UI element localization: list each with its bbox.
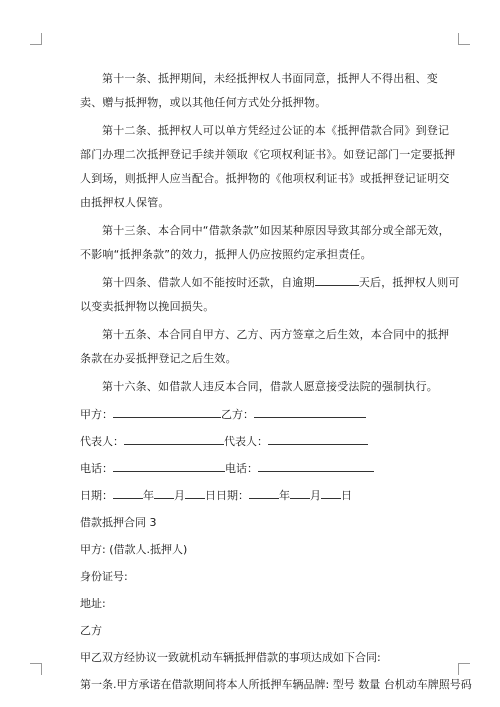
signature-party-row: [80, 403, 460, 426]
contract-3-intro: 甲乙双方经协议一致就机动车辆抵押借款的事项达成如下合同:: [80, 651, 381, 664]
contract-3-article-1: 第一条.甲方承诺在借款期间将本人所抵押车辆品牌: 型号 数量 台机动车牌照号码: [80, 678, 472, 691]
contract-3-id-number: 身份证号:: [80, 570, 128, 583]
article-14-text-after: 天后，抵押权人则可以变卖抵押物以挽回损失。: [80, 276, 460, 313]
date-a-day-blank: [185, 487, 205, 499]
phone-b-blank: [258, 460, 374, 472]
contract-3-address: 地址:: [80, 597, 106, 610]
rep-b-blank: [268, 433, 368, 445]
party-b-label: 乙方：: [221, 408, 254, 421]
rep-b-label: 代表人：: [224, 435, 268, 448]
date-a-year-label: 年: [143, 489, 154, 502]
party-b-blank: [254, 406, 366, 418]
contract-3-party-b: 乙方: [80, 624, 102, 637]
signature-phone-row: [80, 457, 460, 480]
date-a-year-blank: [113, 487, 143, 499]
date-a-month-label: 月: [174, 489, 185, 502]
date-b-month-blank: [290, 487, 310, 499]
party-a-label: 甲方：: [80, 408, 113, 421]
article-11: 第十一条、抵押期间，未经抵押权人书面同意，抵押人不得出租、变卖、赠与抵押物，或以其他任何方式处分抵押物。: [80, 72, 438, 109]
date-a-month-blank: [154, 487, 174, 499]
date-b-day-blank: [321, 487, 341, 499]
article-15: 第十五条、本合同自甲方、乙方、丙方签章之后生效，本合同中的抵押条款在办妥抵押登记之后生效。: [80, 328, 450, 365]
signature-date-row: [80, 484, 460, 507]
crop-mark-bottom-left: [30, 663, 42, 675]
date-b-day-label: 日: [341, 489, 352, 502]
phone-a-label: 电话：: [80, 462, 113, 475]
article-16: 第十六条、如借款人违反本合同，借款人愿意接受法院的强制执行。: [102, 380, 438, 393]
contract-3-title: 借款抵押合同 3: [80, 516, 157, 529]
rep-a-label: 代表人：: [80, 435, 124, 448]
date-a-label: 日期：: [80, 489, 113, 502]
article-14: [80, 271, 460, 319]
crop-mark-top-left: [30, 33, 42, 45]
phone-a-blank: [113, 460, 225, 472]
rep-a-blank: [124, 433, 224, 445]
signature-representative-row: [80, 430, 460, 453]
date-b-year-label: 年: [279, 489, 290, 502]
article-12: 第十二条、抵押权人可以单方凭经过公证的本《抵押借款合同》到登记部门办理二次抵押登记手续并领取《它项权利证书》。如登记部门一定要抵押人到场，则抵押人应当配合。抵押物的《他项权利证书》或抵押登记证明交由抵押权人保管。: [80, 124, 456, 209]
date-b-month-label: 月: [310, 489, 321, 502]
party-a-blank: [113, 406, 221, 418]
contract-3-party-a: 甲方: (借款人.抵押人): [80, 543, 188, 556]
date-a-day-and-date-b-label: 日日期：: [205, 489, 249, 502]
article-14-text-before: 第十四条、借款人如不能按时还款，自逾期: [102, 276, 315, 289]
article-13: 第十三条、本合同中“借款条款”如因某种原因导致其部分或全部无效，不影响“抵押条款”的效力，抵押人仍应按照约定承担责任。: [80, 224, 450, 261]
date-b-year-blank: [249, 487, 279, 499]
document-body: [80, 67, 472, 700]
phone-b-label: 电话：: [225, 462, 258, 475]
overdue-days-blank: [315, 274, 359, 286]
crop-mark-top-right: [458, 33, 470, 45]
